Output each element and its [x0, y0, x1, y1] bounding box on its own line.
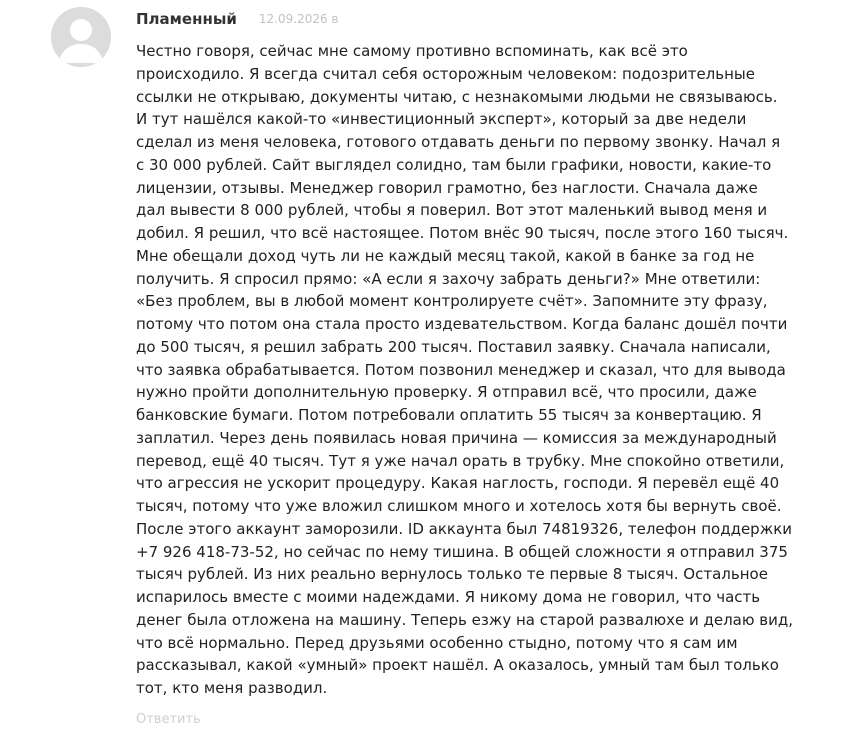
comment-text-line: лицензии, отзывы. Менеджер говорил грамотно, без наглости. Сначала даже: [136, 178, 758, 197]
comment-text-line: банковские бумаги. Потом потребовали оплатить 55 тысяч за конвертацию. Я: [136, 406, 762, 424]
comment-text-line: тысяч, потому что уже вложил слишком много и хотелось хотя бы вернуть своё.: [136, 497, 782, 515]
comment-text-line: получить. Я спросил прямо: «А если я захочу забрать деньги?» Мне ответили:: [136, 269, 761, 288]
reply-link[interactable]: Ответить: [136, 712, 201, 727]
comment-text-line: потому что потом она стала просто издевательством. Когда баланс дошёл почти: [136, 315, 788, 333]
comment-text: [136, 40, 846, 700]
comment-text-line: дал вывести 8 000 рублей, чтобы я поверил. Вот этот маленький вывод меня и: [136, 201, 768, 220]
comment-text-line: Честно говоря, сейчас мне самому противно вспоминать, как всё это: [136, 42, 688, 60]
comment-text-line: тот, кто меня разводил.: [136, 679, 328, 697]
comment-text-line: с 30 000 рублей. Сайт выглядел солидно, там были графики, новости, какие-то: [136, 155, 772, 174]
comment-text-line: сделал из меня человека, готового отдавать деньги по первому звонку. Начал я: [136, 133, 781, 151]
comment-meta: [136, 8, 339, 30]
comment-text-line: После этого аккаунт заморозили. ID аккаунта был 74819326, телефон поддержки: [136, 519, 793, 538]
comment-text-line: +7 926 418-73-52, но сейчас по нему тишина. В общей сложности я отправил 375: [136, 542, 788, 561]
comment-text-line: что агрессия не ускорит процедуру. Какая наглость, господи. Я перевёл ещё 40: [136, 474, 780, 493]
default-user-avatar-icon: [51, 7, 111, 67]
comment-text-line: Мне обещали доход чуть ли не каждый месяц такой, какой в банке за год не: [136, 246, 755, 265]
comment-text-line: перевод, ещё 40 тысяч. Тут я уже начал орать в трубку. Мне спокойно ответили,: [136, 451, 785, 470]
comment-text-line: «Без проблем, вы в любой момент контролируете счёт». Запомните эту фразу,: [136, 292, 768, 311]
comment-text-line: испарилось вместе с моими надеждами. Я никому дома не говорил, что часть: [136, 588, 761, 606]
comment-text-line: нужно пройти дополнительную проверку. Я отправил всё, что просили, даже: [136, 383, 757, 402]
comment-text-line: денег была отложена на машину. Теперь езжу на старой развалюхе и делаю вид,: [136, 610, 793, 629]
comment-date: 12.09.2026 в: [258, 12, 339, 26]
comment-author: Пламенный: [136, 10, 237, 28]
comment-text-line: что заявка обрабатывается. Потом позвонил менеджер и сказал, что для вывода: [136, 360, 786, 379]
comment-text-line: добил. Я решил, что всё настоящее. Потом внёс 90 тысяч, после этого 160 тысяч.: [136, 224, 789, 242]
comment-text-line: ссылки не открываю, документы читаю, с незнакомыми людьми не связываюсь.: [136, 87, 778, 106]
comment-text-line: заплатил. Через день появилась новая причина — комиссия за международный: [136, 428, 777, 447]
comment-text-line: что всё нормально. Перед друзьями особенно стыдно, потому что я сам им: [136, 633, 738, 652]
comment-text-line: происходило. Я всегда считал себя осторожным человеком: подозрительные: [136, 64, 755, 83]
avatar: [51, 7, 111, 67]
comment-text-line: тысяч рублей. Из них реально вернулось только те первые 8 тысяч. Остальное: [136, 565, 768, 584]
comment-text-line: И тут нашёлся какой-то «инвестиционный эксперт», который за две недели: [136, 110, 747, 129]
comment-text-line: рассказывал, какой «умный» проект нашёл. А оказалось, умный там был только: [136, 656, 779, 675]
comment-text-line: до 500 тысяч, я решил забрать 200 тысяч. Поставил заявку. Сначала написали,: [136, 337, 771, 356]
